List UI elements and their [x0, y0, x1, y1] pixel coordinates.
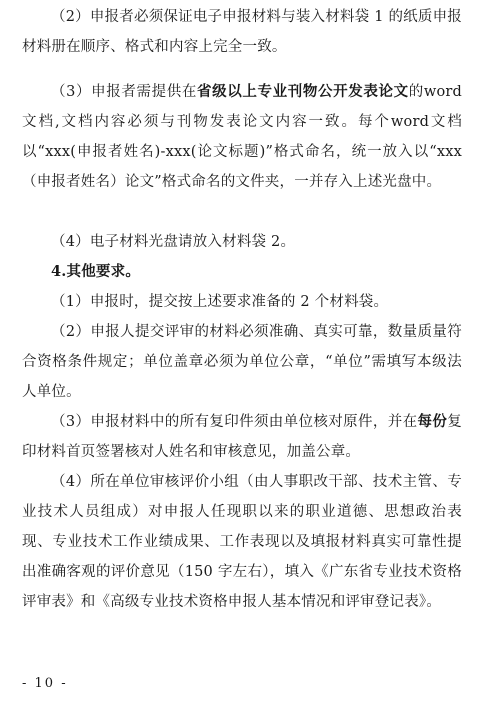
paragraph-text: （4）电子材料光盘请放入材料袋 2。 — [51, 234, 296, 250]
paragraph-text: 复印材料首页签署核对人姓名和审核意见，加盖公章。 — [22, 414, 462, 460]
page-number: - 10 - — [22, 676, 68, 691]
emphasis-text: 省级以上专业刊物公开发表论文 — [196, 83, 409, 100]
paragraph-text: （2）申报者必须保证电子申报材料与装入材料袋 1 的纸质申报材料册在顺序、格式和内容上完全一致。 — [22, 9, 462, 55]
paragraph-text: （2）申报人提交评审的材料必须准确、真实可靠，数量质量符合资格条件规定；单位盖章必须为单位公章，“单位”需填写本级法人单位。 — [22, 324, 462, 400]
paragraph-text: 的word文档,文档内容必须与刊物发表论文内容一致。每个word文档以“xxx(申报者姓名)-xxx(论文标题)”格式命名，统一放入以“xxx（申报者姓名）论文”格式命名的文件夹，一并存入上述光盘中。 — [22, 84, 462, 190]
paragraph-2-3 — [22, 77, 462, 197]
paragraph-4-3 — [22, 407, 462, 467]
paragraph-text: （3）申报材料中的所有复印件须由单位核对原件，并在 — [51, 414, 418, 430]
section-heading-4 — [22, 257, 462, 287]
paragraph-2-4 — [22, 227, 462, 257]
emphasis-text: 每份 — [417, 413, 448, 430]
paragraph-4-1 — [22, 287, 462, 317]
paragraph-text: （4）所在单位审核评价小组（由人事职改干部、技术主管、专业技术人员组成）对申报人任现职以来的职业道德、思想政治表现、专业技术工作业绩成果、工作表现以及填报材料真实可靠性提出准确客观的评价意见（150 字左右），填入《广东省专业技术资格评审表》和《高级专业技术资格申报人基本情况和评审登记表》。 — [22, 474, 462, 610]
paragraph-4-4 — [22, 467, 462, 617]
heading-text: 4.其他要求。 — [51, 263, 141, 280]
paragraph-4-2 — [22, 317, 462, 407]
paragraph-text: （3）申报者需提供在 — [51, 84, 197, 100]
paragraph-2-2 — [22, 2, 462, 62]
paragraph-text: （1）申报时，提交按上述要求准备的 2 个材料袋。 — [51, 294, 389, 310]
